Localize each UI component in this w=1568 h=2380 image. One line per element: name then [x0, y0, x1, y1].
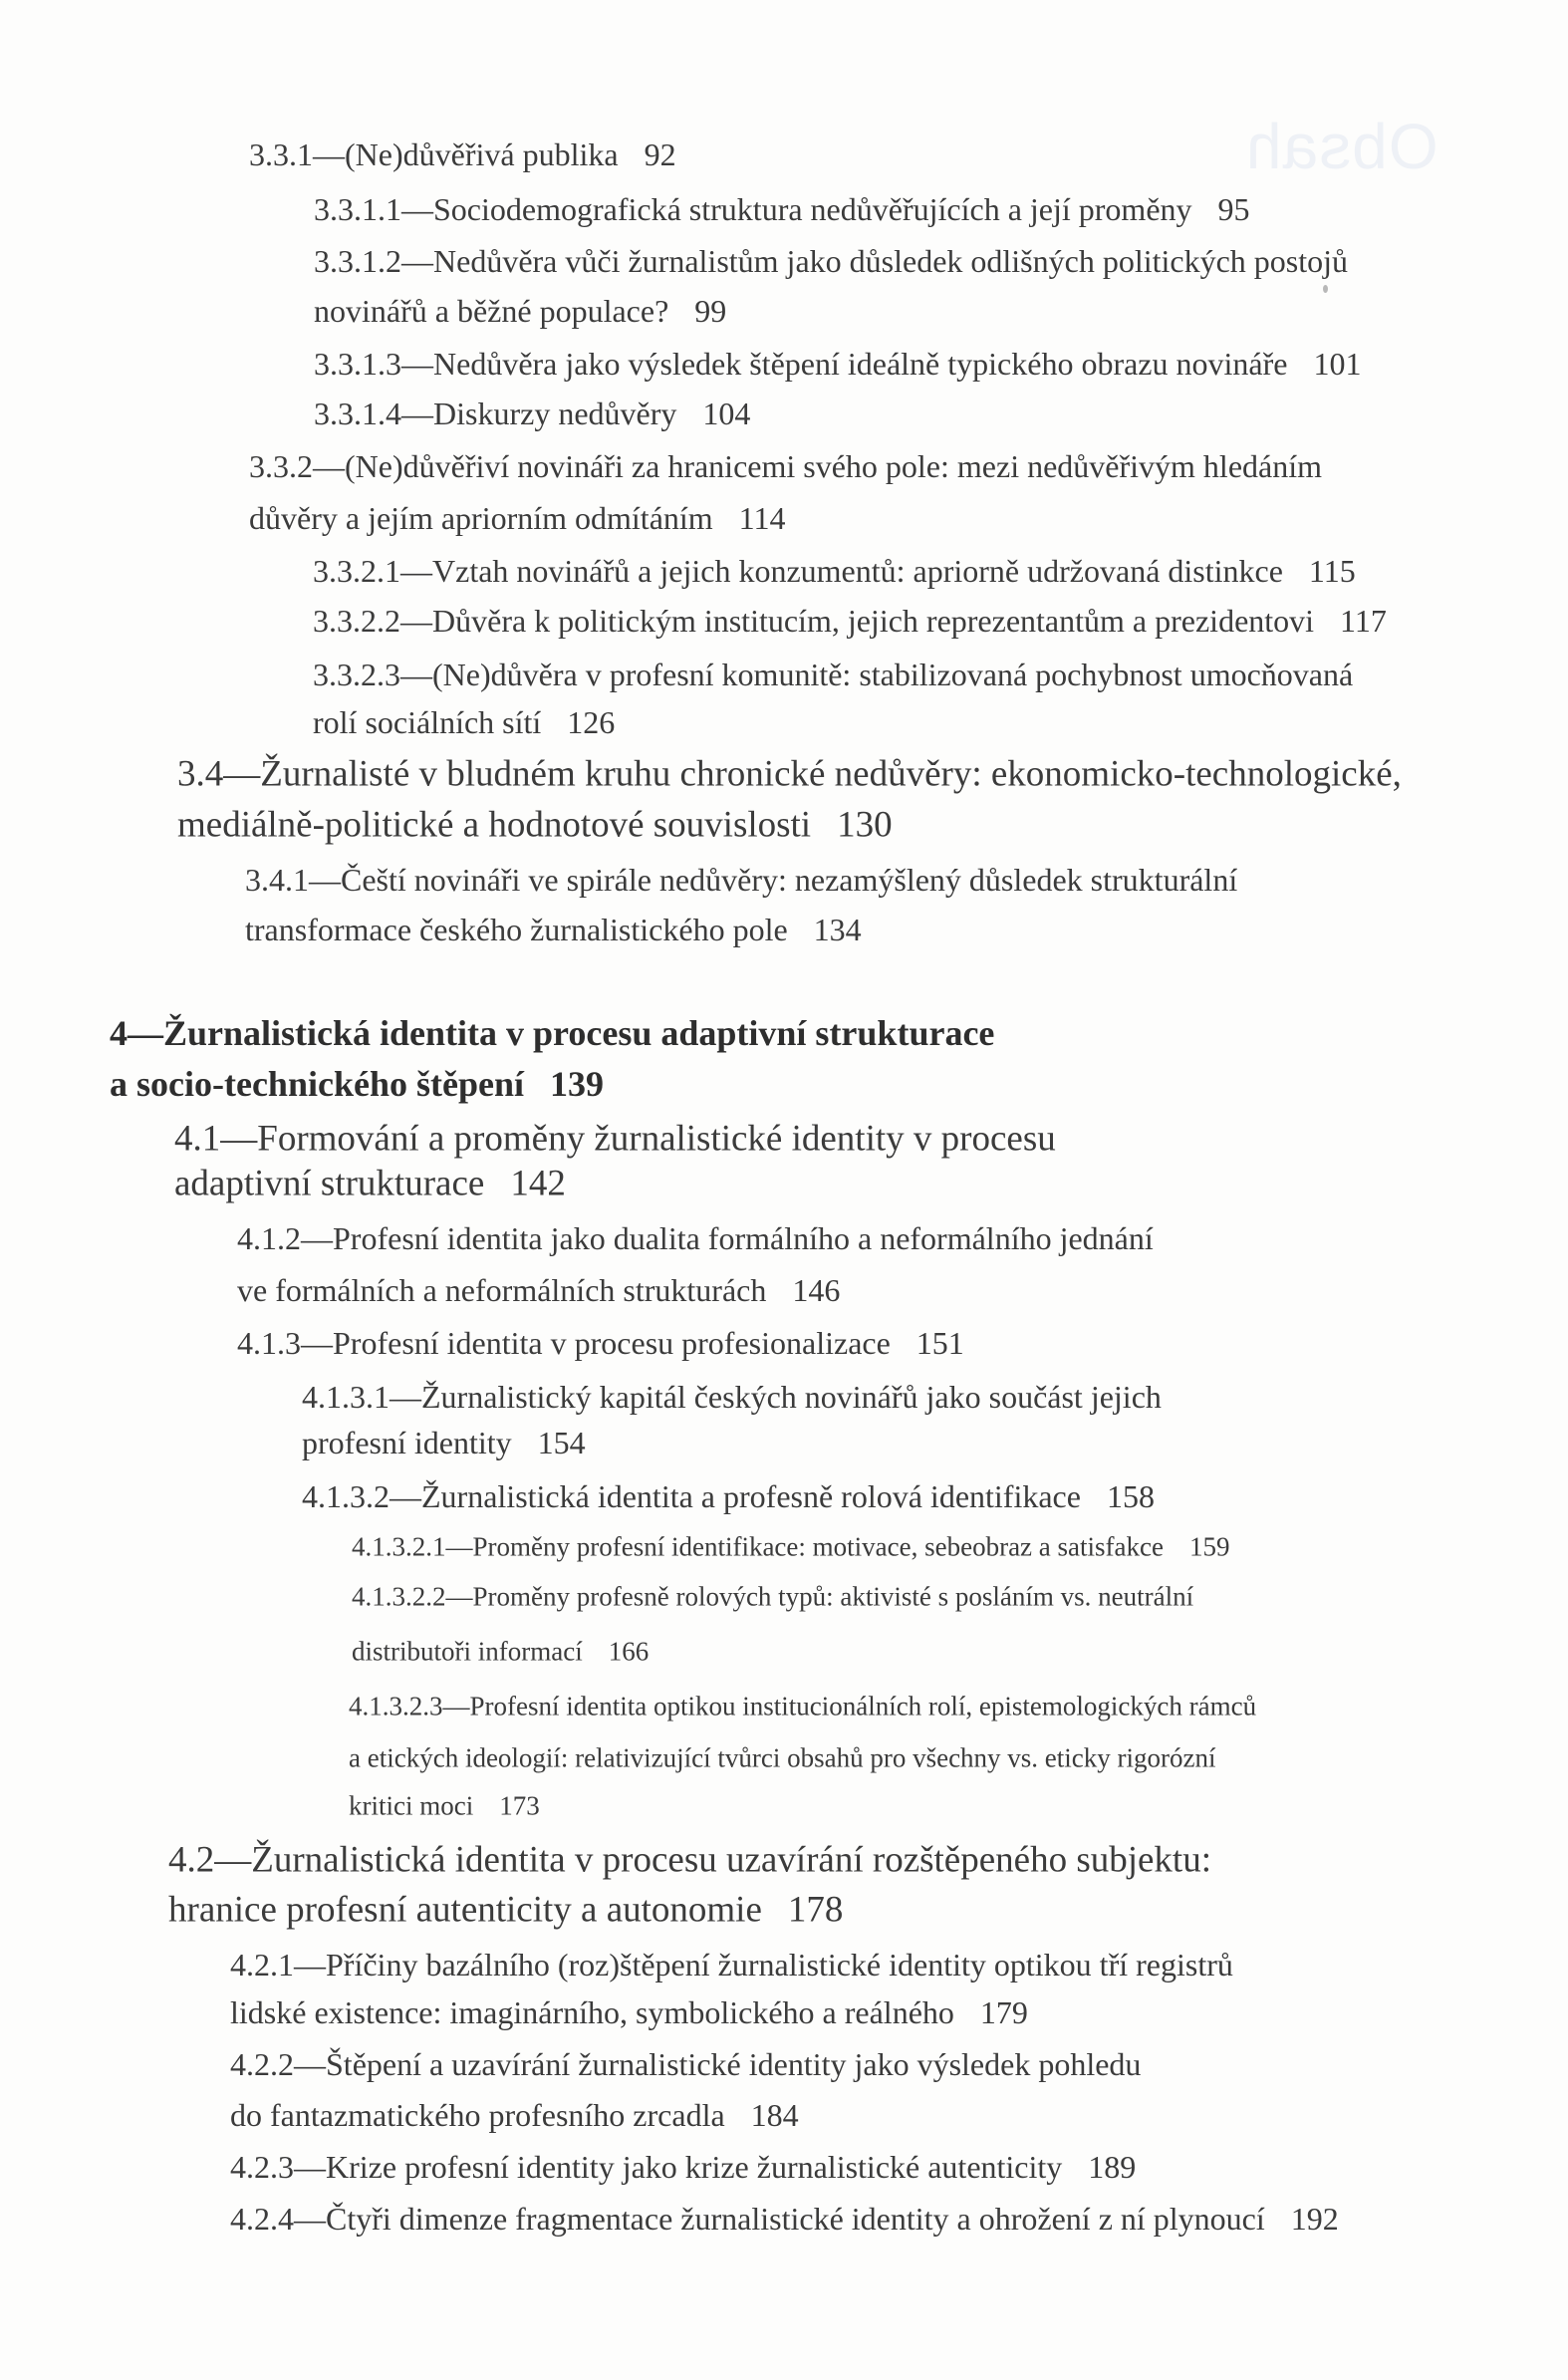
toc-entry-title — [110, 1015, 994, 1051]
toc-entry-title-continuation — [349, 1742, 1216, 1773]
toc-entry-title-continuation — [230, 1996, 1028, 2028]
toc-entry-text: 3.3.1—(Ne)důvěřivá publika — [249, 136, 619, 172]
toc-page-number: 130 — [837, 804, 893, 846]
toc-entry-title — [313, 555, 1356, 587]
toc-entry-title — [230, 2048, 1141, 2080]
toc-entry-title — [249, 138, 676, 170]
toc-entry-text: kritici moci — [349, 1790, 474, 1821]
toc-entry-title-continuation — [249, 502, 785, 534]
toc-entry-title — [177, 753, 1402, 795]
toc-entry-text: 3.3.1.1—Sociodemografická struktura nedůvěřujících a její proměny — [314, 191, 1192, 227]
toc-entry-title — [237, 1222, 1154, 1254]
toc-entry-text: 3.3.1.3—Nedůvěra jako výsledek štěpení ideálně typického obrazu novináře — [314, 346, 1288, 382]
toc-entry-title — [349, 1691, 1257, 1721]
toc-entry-title — [314, 348, 1361, 380]
toc-entry-title — [313, 659, 1353, 690]
toc-page-number: 184 — [750, 2097, 799, 2133]
toc-page-number: 104 — [702, 396, 751, 431]
toc-entry-text: transformace českého žurnalistického pole — [245, 912, 788, 947]
toc-entry-title — [352, 1581, 1194, 1612]
toc-entry-text: 4.1.3.1—Žurnalistický kapitál českých novinářů jako součást jejich — [302, 1379, 1162, 1415]
toc-entry-title-continuation — [237, 1274, 840, 1306]
toc-entry-title — [230, 1949, 1233, 1981]
toc-entry-text: 4.2—Žurnalistická identita v procesu uzavírání rozštěpeného subjektu: — [168, 1839, 1211, 1881]
toc-entry-text: do fantazmatického profesního zrcadla — [230, 2097, 725, 2133]
toc-entry-title — [230, 2151, 1136, 2183]
toc-entry-title — [314, 245, 1348, 277]
toc-entry-title-continuation — [174, 1163, 566, 1204]
toc-entry-text: 4.1.3.2.3—Profesní identita optikou institucionálních rolí, epistemologických rámců — [349, 1691, 1257, 1721]
toc-entry-title-continuation — [352, 1636, 650, 1667]
toc-entry-text: 3.3.1.2—Nedůvěra vůči žurnalistům jako důsledek odlišných politických postojů — [314, 243, 1349, 279]
toc-entry-title-continuation — [168, 1889, 844, 1931]
toc-entry-text: ve formálních a neformálních strukturách — [237, 1272, 767, 1308]
toc-entry-title — [302, 1480, 1155, 1512]
toc-page-number: 166 — [608, 1636, 650, 1667]
scan-speck — [1323, 285, 1328, 293]
toc-page-number: 173 — [499, 1790, 540, 1821]
toc-entry-title-continuation — [313, 706, 615, 738]
toc-entry-text: 4.1.3.2.1—Proměny profesní identifikace: motivace, sebeobraz a satisfakce — [352, 1531, 1164, 1562]
toc-entry-text: důvěry a jejím apriorním odmítáním — [249, 500, 713, 536]
toc-page-number: 189 — [1088, 2149, 1137, 2185]
toc-page-number: 139 — [549, 1064, 604, 1104]
toc-entry-title — [174, 1118, 1056, 1160]
toc-entry-title — [302, 1381, 1162, 1413]
toc-entry-title — [230, 2203, 1339, 2235]
toc-entry-text: 4.1.2—Profesní identita jako dualita formálního a neformálního jednání — [237, 1220, 1154, 1256]
toc-entry-text: 4.1.3.2.2—Proměny profesně rolových typů: aktivisté s posláním vs. neutrální — [352, 1581, 1194, 1612]
toc-page-number: 158 — [1106, 1478, 1155, 1514]
toc-entry-text: distributoři informací — [352, 1636, 583, 1667]
toc-page-number: 154 — [537, 1425, 586, 1460]
toc-entry-title — [352, 1531, 1230, 1562]
bleed-through-title: Obsah — [1245, 111, 1438, 182]
toc-entry-title — [237, 1327, 964, 1359]
toc-entry-text: profesní identity — [302, 1425, 512, 1460]
toc-entry-text: 3.3.2—(Ne)důvěřiví novináři za hranicemi svého pole: mezi nedůvěřivým hledáním — [249, 448, 1322, 484]
toc-entry-title — [245, 864, 1237, 896]
toc-entry-title-continuation — [314, 295, 726, 327]
toc-page-number: 179 — [979, 1994, 1028, 2030]
toc-entry-text: hranice profesní autenticity a autonomie — [168, 1889, 762, 1931]
toc-entry-text: 3.3.1.4—Diskurzy nedůvěry — [314, 396, 677, 431]
toc-page-number: 134 — [813, 912, 862, 947]
toc-entry-text: 4.2.2—Štěpení a uzavírání žurnalistické identity jako výsledek pohledu — [230, 2046, 1142, 2082]
toc-entry-text: 4.2.3—Krize profesní identity jako krize žurnalistické autenticity — [230, 2149, 1063, 2185]
toc-entry-text: adaptivní strukturace — [174, 1163, 485, 1204]
toc-entry-text: 3.3.2.1—Vztah novinářů a jejich konzumentů: apriorně udržovaná distinkce — [313, 553, 1283, 589]
toc-entry-title-continuation — [349, 1790, 540, 1821]
toc-page-number: 92 — [644, 136, 676, 172]
toc-entry-text: 4.2.4—Čtyři dimenze fragmentace žurnalistické identity a ohrožení z ní plynoucí — [230, 2201, 1265, 2237]
toc-entry-title-continuation — [245, 914, 862, 945]
toc-page-number: 151 — [915, 1325, 964, 1361]
toc-page-number: 115 — [1308, 553, 1356, 589]
toc-entry-text: 4.2.1—Příčiny bazálního (roz)štěpení žurnalistické identity optikou tří registrů — [230, 1947, 1233, 1983]
toc-page-number: 114 — [738, 500, 786, 536]
toc-entry-title — [314, 193, 1250, 225]
toc-entry-title — [249, 450, 1322, 482]
toc-entry-title-continuation — [230, 2099, 799, 2131]
toc-entry-title-continuation — [110, 1066, 604, 1102]
toc-entry-text: 4.1.3—Profesní identita v procesu profesionalizace — [237, 1325, 891, 1361]
toc-page-number: 146 — [792, 1272, 841, 1308]
toc-entry-text: rolí sociálních sítí — [313, 704, 542, 740]
toc-entry-text: a socio-technického štěpení — [110, 1064, 524, 1104]
toc-entry-text: 3.4—Žurnalisté v bludném kruhu chronické nedůvěry: ekonomicko-technologické, — [177, 753, 1402, 795]
toc-entry-text: 4—Žurnalistická identita v procesu adaptivní strukturace — [110, 1013, 995, 1053]
toc-entry-text: mediálně-politické a hodnotové souvislosti — [177, 804, 812, 846]
toc-page-number: 101 — [1313, 346, 1362, 382]
toc-entry-title — [313, 605, 1387, 637]
toc-entry-text: 3.3.2.2—Důvěra k politickým institucím, jejich reprezentantům a prezidentovi — [313, 603, 1315, 639]
toc-entry-text: 3.4.1—Čeští novináři ve spirále nedůvěry: nezamýšlený důsledek strukturální — [245, 862, 1238, 898]
toc-entry-text: 4.1—Formování a proměny žurnalistické identity v procesu — [174, 1118, 1056, 1160]
toc-entry-text: lidské existence: imaginárního, symbolického a reálného — [230, 1994, 954, 2030]
toc-page-number: 95 — [1217, 191, 1250, 227]
toc-entry-title — [314, 397, 750, 429]
toc-page-number: 159 — [1188, 1531, 1230, 1562]
toc-entry-title-continuation — [302, 1427, 586, 1458]
toc-page-number: 178 — [787, 1889, 844, 1931]
toc-entry-title-continuation — [177, 804, 893, 846]
toc-entry-text: 4.1.3.2—Žurnalistická identita a profesně rolová identifikace — [302, 1478, 1081, 1514]
toc-page-number: 192 — [1290, 2201, 1339, 2237]
toc-entry-text: a etických ideologií: relativizující tvůrci obsahů pro všechny vs. eticky rigorózní — [349, 1742, 1216, 1773]
toc-page-number: 126 — [567, 704, 616, 740]
toc-entry-title — [168, 1839, 1211, 1881]
toc-entry-text: 3.3.2.3—(Ne)důvěra v profesní komunitě: stabilizovaná pochybnost umocňovaná — [313, 657, 1354, 692]
toc-page-number: 99 — [694, 293, 727, 329]
toc-page-number: 117 — [1340, 603, 1387, 639]
toc-page-number: 142 — [510, 1163, 566, 1204]
toc-entry-text: novinářů a běžné populace? — [314, 293, 669, 329]
